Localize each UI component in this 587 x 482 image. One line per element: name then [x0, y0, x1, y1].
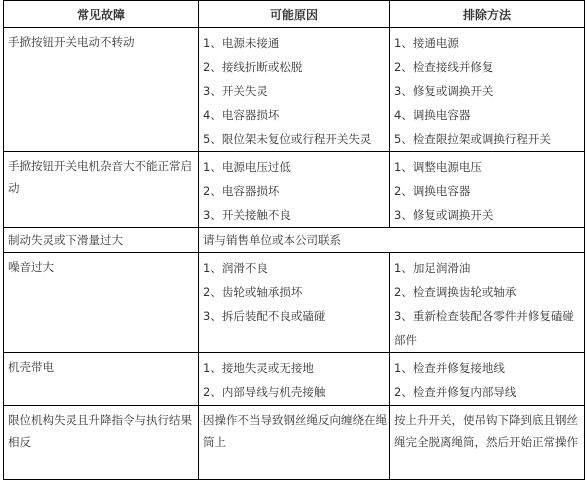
cause-item: 3、开关接触不良 — [203, 208, 291, 222]
cause-item: 5、限位架未复位或行程开关失灵 — [203, 132, 372, 146]
cause-item: 1、润滑不良 — [203, 261, 268, 275]
header-row — [4, 1, 585, 28]
fix-cell — [390, 28, 585, 152]
cause-item: 3、开关失灵 — [203, 84, 268, 98]
cause-cell — [199, 253, 390, 353]
merged-cell: 请与销售单位或本公司联系 — [199, 228, 585, 253]
cause-item: 1、电源电压过低 — [203, 160, 291, 174]
header-fix: 排除方法 — [390, 1, 585, 28]
fix-item: 2、调换电容器 — [394, 184, 471, 198]
fix-item: 1、加足润滑油 — [394, 261, 471, 275]
fix-cell: 按上升开关，使吊钩下降到底且钢丝绳完全脱离绳筒，然后开始正常操作 — [390, 406, 585, 480]
cause-cell — [199, 353, 390, 406]
cause-cell — [199, 152, 390, 228]
fix-item: 1、调整电源电压 — [394, 160, 482, 174]
table-row — [4, 28, 585, 152]
cause-item: 2、齿轮或轴承损坏 — [203, 285, 303, 299]
fix-item: 3、重新检查装配各零件并修复磕碰部件 — [394, 309, 574, 347]
cause-cell — [199, 28, 390, 152]
cause-item: 1、电源未接通 — [203, 36, 280, 50]
cause-item: 1、接地失灵或无接地 — [203, 361, 314, 375]
fault-table — [3, 0, 585, 480]
fix-cell — [390, 152, 585, 228]
fault-cell: 限位机构失灵且升降指令与执行结果相反 — [4, 406, 199, 480]
cause-cell: 因操作不当导致钢丝绳反向缠绕在绳筒上 — [199, 406, 390, 480]
fault-cell: 机壳带电 — [4, 353, 199, 406]
fix-cell — [390, 353, 585, 406]
fault-cell: 噪音过大 — [4, 253, 199, 353]
cause-item: 4、电容器损坏 — [203, 108, 280, 122]
table-row — [4, 406, 585, 480]
fix-item: 1、检查并修复接地线 — [394, 361, 505, 375]
fix-item: 3、修复或调换开关 — [394, 208, 494, 222]
cause-item: 2、内部导线与机壳接触 — [203, 385, 326, 399]
fix-item: 1、接通电源 — [394, 36, 459, 50]
table-row — [4, 353, 585, 406]
fix-cell — [390, 253, 585, 353]
table-row — [4, 152, 585, 228]
table-row — [4, 228, 585, 253]
fix-item: 3、修复或调换开关 — [394, 84, 494, 98]
table-row — [4, 253, 585, 353]
fix-item: 2、检查接线并修复 — [394, 60, 494, 74]
cause-item: 3、拆后装配不良或磕碰 — [203, 309, 326, 323]
fix-item: 4、调换电容器 — [394, 108, 471, 122]
fault-cell: 制动失灵或下滑量过大 — [4, 228, 199, 253]
fault-cell: 手掀按钮开关电机杂音大不能正常启动 — [4, 152, 199, 228]
cause-item: 2、电容器损坏 — [203, 184, 280, 198]
fix-item: 2、检查并修复内部导线 — [394, 385, 517, 399]
fix-item: 5、检查限拉架或调换行程开关 — [394, 132, 551, 146]
fix-item: 2、检查调换齿轮或轴承 — [394, 285, 517, 299]
header-cause: 可能原因 — [199, 1, 390, 28]
cause-item: 2、接线折断或松脱 — [203, 60, 303, 74]
fault-cell: 手掀按钮开关电动不转动 — [4, 28, 199, 152]
header-fault: 常见故障 — [4, 1, 199, 28]
